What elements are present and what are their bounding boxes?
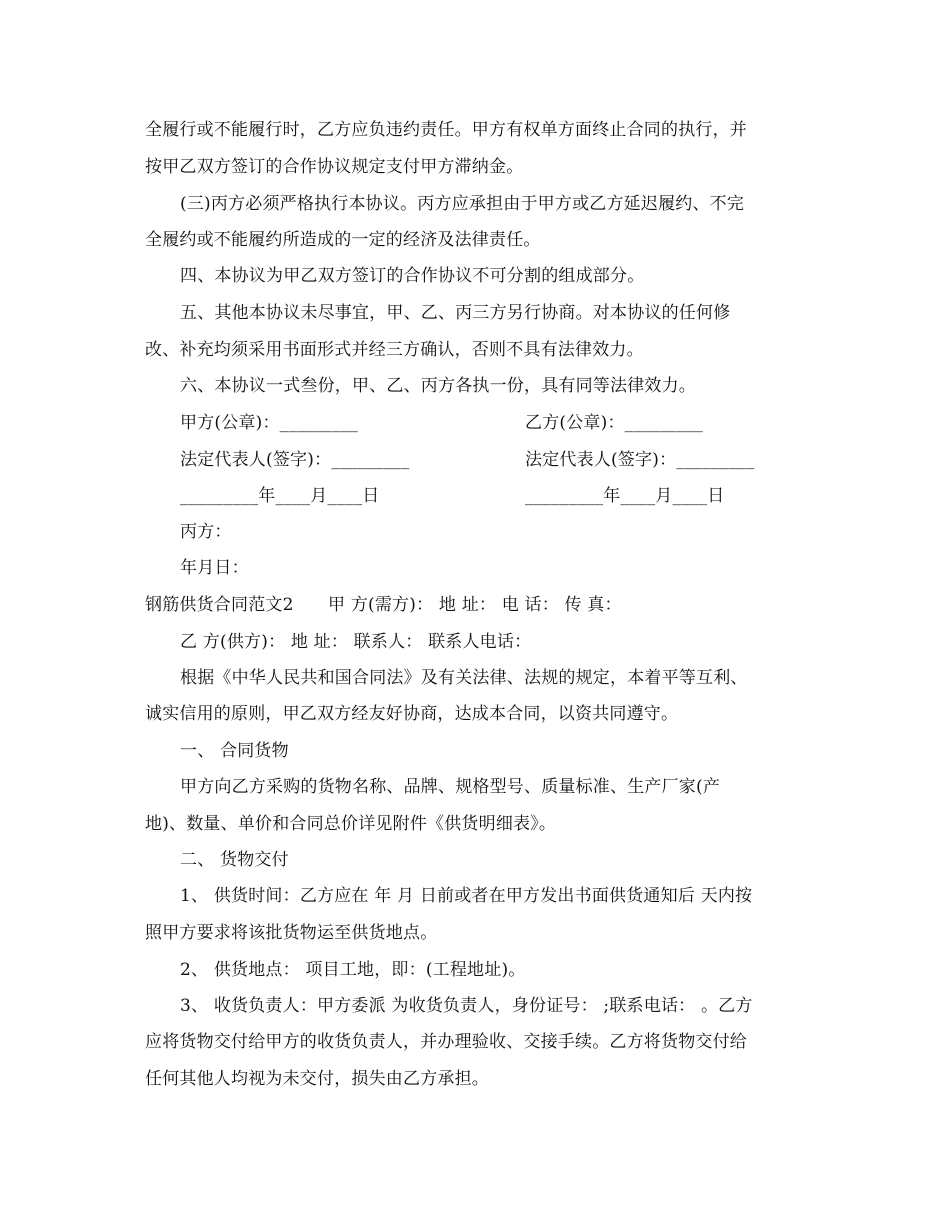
paragraph-line: 3、 收货负责人：甲方委派 为收货负责人，身份证号： ;联系电话： 。乙方 xyxy=(180,996,753,1016)
party-a-date-field: _________年____月____日 xyxy=(180,486,380,506)
party-c-field: 丙方： xyxy=(180,522,232,542)
paragraph-line: 四、本协议为甲乙双方签订的合作协议不可分割的组成部分。 xyxy=(180,266,645,286)
paragraph-line: 地)、数量、单价和合同总价详见附件《供货明细表》。 xyxy=(145,814,557,834)
clause-heading: 一、 合同货物 xyxy=(180,741,289,761)
paragraph-line: 五、其他本协议未尽事宜，甲、乙、丙三方另行协商。对本协议的任何修 xyxy=(180,303,731,323)
paragraph-line: 改、补充均须采用书面形式并经三方确认，否则不具有法律效力。 xyxy=(145,340,644,360)
date-field: 年月日： xyxy=(180,558,249,578)
paragraph-line: 照甲方要求将该批货物运至供货地点。 xyxy=(145,923,438,943)
party-a-seal-field: 甲方(公章)：_________ xyxy=(180,413,358,433)
paragraph-line: 全履约或不能履约所造成的一定的经济及法律责任。 xyxy=(145,230,541,250)
paragraph-line: 诚实信用的原则，甲乙双方经友好协商，达成本合同，以资共同遵守。 xyxy=(145,704,679,724)
paragraph-line: 按甲乙双方签订的合作协议规定支付甲方滞纳金。 xyxy=(145,157,524,177)
clause-heading: 二、 货物交付 xyxy=(180,850,289,870)
paragraph-line: 任何其他人均视为未交付，损失由乙方承担。 xyxy=(145,1069,489,1089)
party-b-date-field: _________年____月____日 xyxy=(525,486,725,506)
paragraph-line: 全履行或不能履行时，乙方应负违约责任。甲方有权单方面终止合同的执行，并 xyxy=(145,120,747,140)
party-a-representative-field: 法定代表人(签字)：_________ xyxy=(180,450,410,470)
paragraph-line: 1、 供货时间：乙方应在 年 月 日前或者在甲方发出书面供货通知后 天内按 xyxy=(180,886,753,906)
paragraph-line: 乙 方(供方)： 地 址： 联系人： 联系人电话： xyxy=(180,632,532,652)
party-b-representative-field: 法定代表人(签字)：_________ xyxy=(525,450,755,470)
section-title: 钢筋供货合同范文2 甲 方(需方)： 地 址： 电 话： 传 真： xyxy=(145,595,622,615)
paragraph-line: 根据《中华人民共和国合同法》及有关法律、法规的规定，本着平等互利、 xyxy=(180,668,748,688)
paragraph-line: 六、本协议一式叁份，甲、乙、丙方各执一份，具有同等法律效力。 xyxy=(180,376,696,396)
paragraph-line: 应将货物交付给甲方的收货负责人，并办理验收、交接手续。乙方将货物交付给 xyxy=(145,1032,747,1052)
paragraph-line: (三)丙方必须严格执行本协议。丙方应承担由于甲方或乙方延迟履约、不完 xyxy=(180,194,745,214)
paragraph-line: 甲方向乙方采购的货物名称、品牌、规格型号、质量标准、生产厂家(产 xyxy=(180,777,721,797)
party-b-seal-field: 乙方(公章)：_________ xyxy=(525,413,703,433)
paragraph-line: 2、 供货地点： 项目工地，即：(工程地址)。 xyxy=(180,960,526,980)
